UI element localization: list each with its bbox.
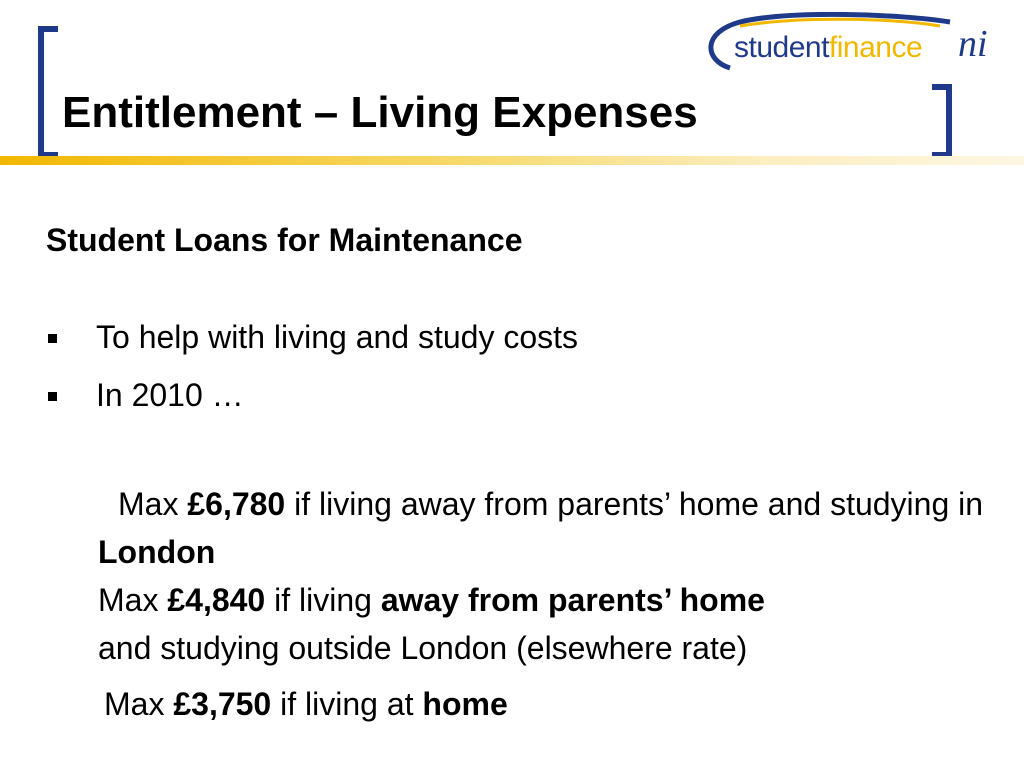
right-bracket-decoration xyxy=(932,84,952,158)
bullet-text: To help with living and study costs xyxy=(96,319,579,355)
rate-text: if living away from parents’ home and studying in xyxy=(285,486,984,522)
rate-prefix: Max xyxy=(98,582,168,618)
list-item xyxy=(48,308,578,366)
rate-text: if living xyxy=(265,582,381,618)
left-bracket-decoration xyxy=(38,26,58,158)
slide-title: Entitlement – Living Expenses xyxy=(62,88,698,137)
london-rate-text xyxy=(98,480,998,576)
rate-emphasis: London xyxy=(98,534,216,570)
square-bullet-icon xyxy=(48,392,57,401)
rate-prefix: Max xyxy=(118,486,188,522)
elsewhere-rate-text xyxy=(98,576,998,672)
rate-amount: £6,780 xyxy=(187,486,286,522)
logo-word-student: student xyxy=(734,31,829,64)
home-rate-text xyxy=(104,680,508,728)
bullet-text: In 2010 … xyxy=(96,377,244,413)
square-bullet-icon xyxy=(48,334,57,343)
rate-amount: £4,840 xyxy=(167,582,266,618)
rate-prefix: Max xyxy=(104,686,174,722)
section-subtitle: Student Loans for Maintenance xyxy=(46,222,523,258)
logo-wordmark xyxy=(734,31,922,65)
rate-emphasis: home xyxy=(422,686,508,722)
title-underline-bar xyxy=(0,156,1024,165)
rate-amount: £3,750 xyxy=(173,686,272,722)
list-item xyxy=(48,366,578,424)
logo-word-ni: ni xyxy=(958,23,988,65)
rate-text: if living at xyxy=(271,686,423,722)
rate-emphasis: away from parents’ home xyxy=(380,582,765,618)
rate-suffix: and studying outside London (elsewhere rate) xyxy=(98,630,748,666)
bullet-list xyxy=(48,308,578,424)
student-finance-ni-logo xyxy=(700,12,1004,74)
logo-word-finance: finance xyxy=(828,31,923,64)
